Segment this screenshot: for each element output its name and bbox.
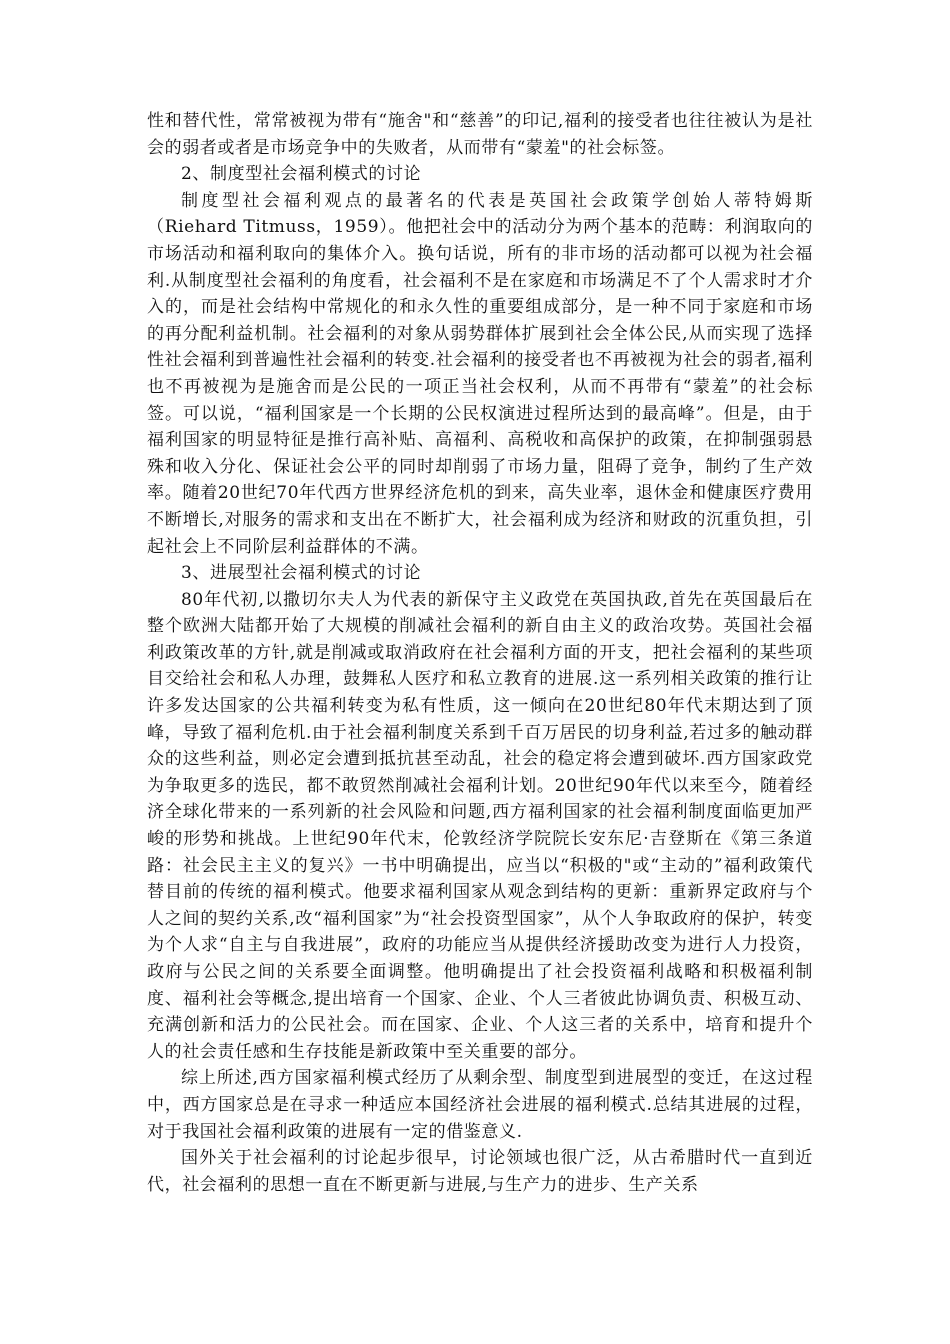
paragraph-foreign-research: 国外关于社会福利的讨论起步很早，讨论领域也很广泛，从古希腊时代一直到近代，社会福利的思想一直在不断更新与进展,与生产力的进步、生产关系 bbox=[147, 1148, 813, 1195]
paragraph-institutional-model: 制度型社会福利观点的最著名的代表是英国社会政策学创始人蒂特姆斯（Riehard Titmuss，1959）。他把社会中的活动分为两个基本的范畴：利润取向的市场活动和福利取向的集体介入。换句话说，所有的非市场的活动都可以视为社会福利.从制度型社会福利的角度看，社会福利不是在家庭和市场满足不了个人需求时才介入的，而是社会结构中常规化的和永久性的重要组成部分，是一种不同于家庭和市场的再分配利益机制。社会福利的对象从弱势群体扩展到社会全体公民,从而实现了选择性社会福利到普遍性社会福利的转变.社会福利的接受者也不再被视为社会的弱者,福利也不再被视为是施舍而是公民的一项正当社会权利，从而不再带有“蒙羞”的社会标签。可以说，“福利国家是一个长期的公民权演进过程所达到的最高峰”。但是，由于福利国家的明显特征是推行高补贴、高福利、高税收和高保护的政策，在抑制强弱悬殊和收入分化、保证社会公平的同时却削弱了市场力量，阻碍了竞争，制约了生产效率。随着20世纪70年代西方世界经济危机的到来，高失业率，退休金和健康医疗费用不断增长,对服务的需求和支出在不断扩大，社会福利成为经济和财政的沉重负担，引起社会上不同阶层利益群体的不满。 bbox=[147, 190, 813, 557]
paragraph-intro-continuation: 性和替代性，常常被视为带有“施舍"和“慈善”的印记,福利的接受者也往往被认为是社会的弱者或者是市场竞争中的失败者，从而带有“蒙羞"的社会标签。 bbox=[147, 111, 813, 158]
document-body bbox=[147, 108, 813, 1198]
paragraph-summary: 综上所述,西方国家福利模式经历了从剩余型、制度型到进展型的变迁，在这过程中，西方国家总是在寻求一种适应本国经济社会进展的福利模式.总结其进展的过程，对于我国社会福利政策的进展有一定的借鉴意义. bbox=[147, 1068, 813, 1142]
section-heading-developmental: 3、进展型社会福利模式的讨论 bbox=[181, 563, 422, 584]
paragraph-developmental-model: 80年代初,以撒切尔夫人为代表的新保守主义政党在英国执政,首先在英国最后在整个欧洲大陆都开始了大规模的削减社会福利的新自由主义的政治攻势。英国社会福利政策改革的方针,就是削减或取消政府在社会福利方面的开支，把社会福利的某些项目交给社会和私人办理，鼓舞私人医疗和私立教育的进展.这一系列相关政策的推行让许多发达国家的公共福利转变为私有性质，这一倾向在20世纪80年代末期达到了顶峰，导致了福利危机.由于社会福利制度关系到千百万居民的切身利益,若过多的触动群众的这些利益，则必定会遭到抵抗甚至动乱，社会的稳定将会遭到破坏.西方国家政党为争取更多的选民，都不敢贸然削减社会福利计划。20世纪90年代以来至今，随着经济全球化带来的一系列新的社会风险和问题,西方福利国家的社会福利制度面临更加严峻的形势和挑战。上世纪90年代末，伦敦经济学院院长安东尼·吉登斯在《第三条道路：社会民主主义的复兴》一书中明确提出，应当以“积极的"或“主动的”福利政策代替目前的传统的福利模式。他要求福利国家从观念到结构的更新：重新界定政府与个人之间的契约关系,改“福利国家”为“社会投资型国家”，从个人争取政府的保护，转变为个人求“自主与自我进展”，政府的功能应当从提供经济援助改变为进行人力投资，政府与公民之间的关系要全面调整。他明确提出了社会投资福利战略和积极福利制度、福利社会等概念,提出培育一个国家、企业、个人三者彼此协调负责、积极互动、充满创新和活力的公民社会。而在国家、企业、个人这三者的关系中，培育和提升个人的社会责任感和生存技能是新政策中至关重要的部分。 bbox=[147, 589, 813, 1062]
section-heading-institutional: 2、制度型社会福利模式的讨论 bbox=[181, 164, 422, 185]
